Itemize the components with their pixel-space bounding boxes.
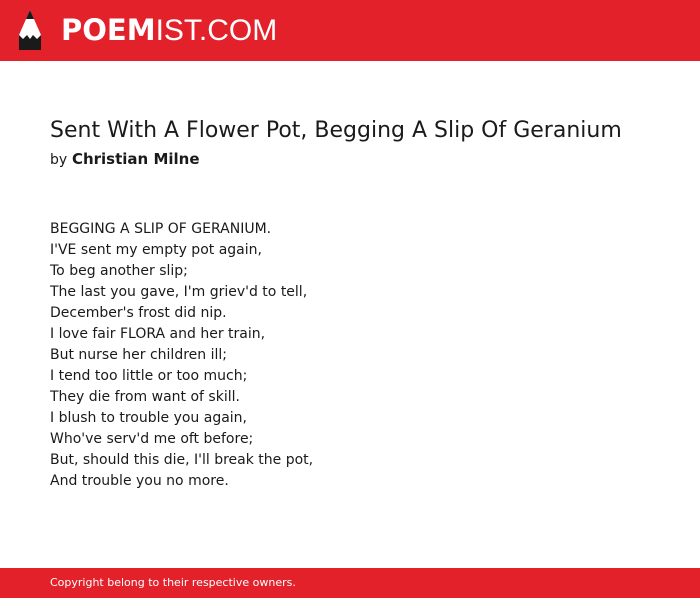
author-name[interactable]: Christian Milne bbox=[71, 150, 200, 168]
copyright-notice: Copyright belong to their respective owners. bbox=[50, 576, 296, 589]
poem-line: But, should this die, I'll break the pot, bbox=[50, 452, 314, 468]
poem-body bbox=[50, 219, 313, 492]
poem-line: Who've serv'd me oft before; bbox=[50, 431, 254, 447]
logo-bold-text: POEM bbox=[61, 13, 156, 47]
poem-line: They die from want of skill. bbox=[50, 389, 240, 405]
poem-line: To beg another slip; bbox=[50, 263, 188, 279]
logo-light-text: IST.COM bbox=[155, 14, 278, 47]
poem-line: BEGGING A SLIP OF GERANIUM. bbox=[50, 221, 272, 237]
byline bbox=[50, 149, 200, 170]
poem-title: Sent With A Flower Pot, Begging A Slip Of Geranium bbox=[50, 118, 622, 143]
site-logo[interactable] bbox=[61, 12, 277, 49]
byline-prefix: by bbox=[50, 152, 68, 168]
site-footer bbox=[0, 568, 700, 598]
pencil-icon[interactable] bbox=[17, 9, 43, 51]
poem-line: I blush to trouble you again, bbox=[50, 410, 247, 426]
poem-line: But nurse her children ill; bbox=[50, 347, 227, 363]
poem-line: And trouble you no more. bbox=[50, 473, 229, 489]
site-header bbox=[0, 0, 700, 61]
poem-line: I tend too little or too much; bbox=[50, 368, 248, 384]
poem-line: I love fair FLORA and her train, bbox=[50, 326, 266, 342]
poem-line: The last you gave, I'm griev'd to tell, bbox=[50, 284, 308, 300]
poem-line: I'VE sent my empty pot again, bbox=[50, 242, 262, 258]
poem-line: December's frost did nip. bbox=[50, 305, 227, 321]
